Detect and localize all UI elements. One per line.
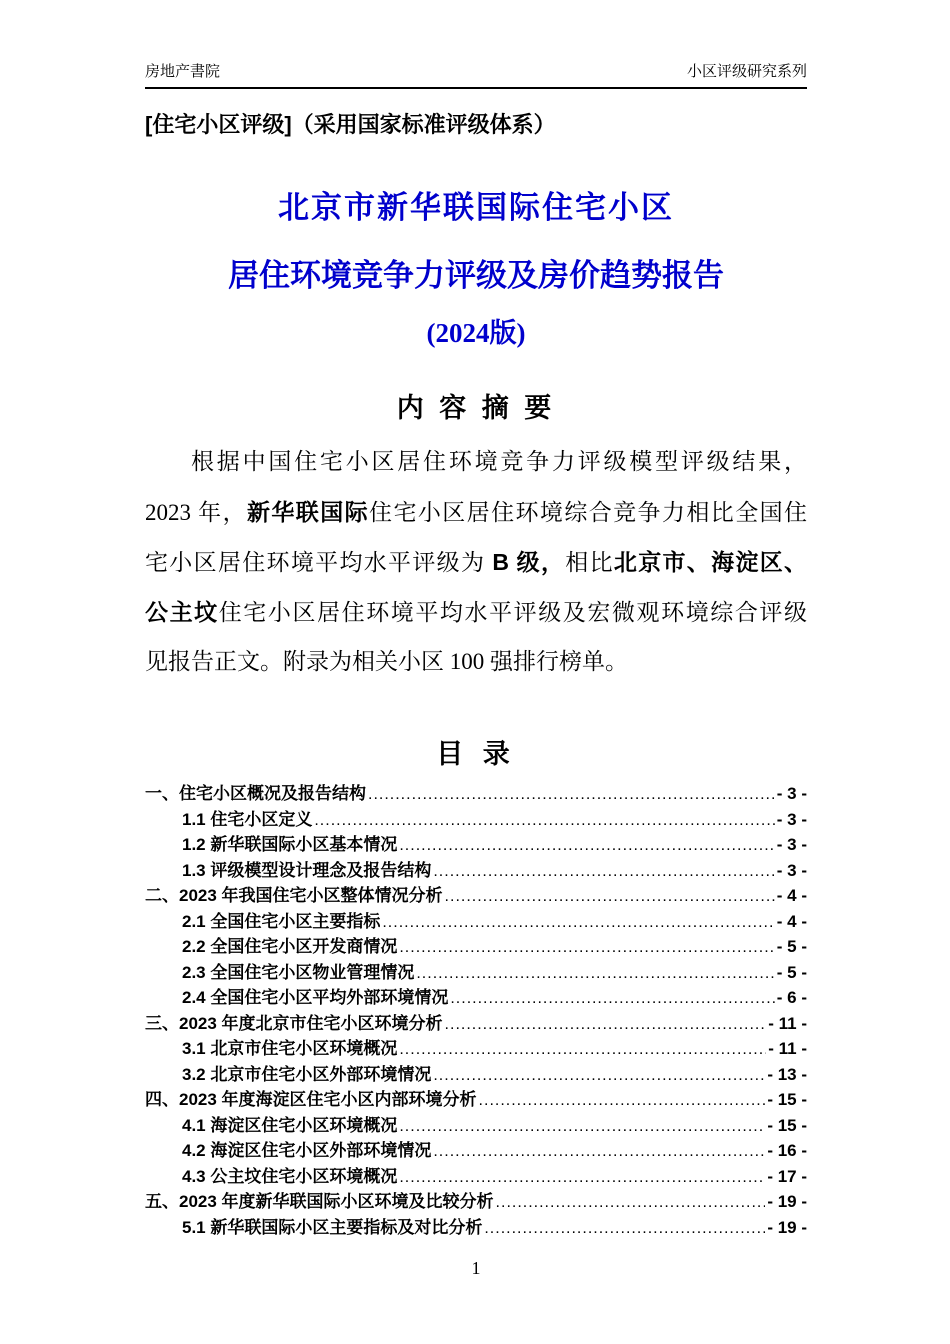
header-right-text: 小区评级研究系列	[686, 63, 807, 80]
toc-item-label: 1.2 新华联国际小区基本情况	[182, 835, 398, 854]
toc-item-label: 4.1 海淀区住宅小区环境概况	[182, 1115, 398, 1135]
abstract-line	[145, 587, 807, 637]
toc-item-label: 五、2023 年度新华联国际小区环境及比较分析	[145, 1192, 494, 1211]
toc-item	[145, 858, 807, 884]
toc-item-label: 2.4 全国住宅小区平均外部环境情况	[182, 988, 449, 1007]
toc-page-number: - 19 -	[767, 1217, 807, 1237]
toc-item-label: 4.3 公主坟住宅小区环境概况	[182, 1166, 398, 1186]
toc-page-number: - 15 -	[767, 1090, 807, 1109]
toc-page-number: - 4 -	[776, 911, 807, 931]
toc-item	[145, 1189, 807, 1215]
toc-page-number: - 19 -	[767, 1192, 807, 1211]
abstract-heading: 内 容 摘 要	[396, 393, 556, 423]
toc-leader-dots	[399, 1036, 766, 1063]
abstract-text: 相比	[565, 550, 614, 575]
abstract-text: 住宅小区居住环境平均水平评级及宏微观环境综合评级	[218, 600, 808, 625]
report-title-line-1: 北京市新华联国际住宅小区	[278, 190, 674, 225]
toc-leader-dots	[368, 781, 775, 808]
toc-page-number: - 4 -	[776, 886, 807, 905]
toc-page-number: - 16 -	[767, 1141, 807, 1160]
toc-item	[145, 781, 807, 807]
abstract-text: 宅小区居住环境平均水平评级为	[145, 550, 493, 575]
toc-item-label: 2.1 全国住宅小区主要指标	[182, 911, 381, 931]
toc-page-number: - 11 -	[768, 1039, 807, 1058]
abstract-line	[145, 437, 807, 487]
toc-page-number: - 3 -	[776, 835, 807, 854]
abstract-paragraph	[145, 437, 807, 687]
toc-leader-dots	[450, 985, 774, 1012]
toc-leader-dots	[399, 1113, 765, 1140]
toc-item	[145, 985, 807, 1011]
abstract-line	[145, 487, 807, 537]
abstract-line	[145, 637, 807, 687]
toc-item	[145, 909, 807, 935]
header-left-text: 房地产書院	[145, 63, 221, 80]
toc-item-label: 5.1 新华联国际小区主要指标及对比分析	[182, 1217, 483, 1237]
report-title	[145, 187, 807, 351]
abstract-text: 根据中国住宅小区居住环境竞争力评级模型评级结果，	[191, 449, 807, 474]
toc-leader-dots	[399, 1164, 765, 1191]
toc-item-label: 2.2 全国住宅小区开发商情况	[182, 937, 398, 956]
toc-item	[145, 807, 807, 833]
toc-leader-dots	[433, 1062, 765, 1089]
toc-leader-dots	[314, 807, 774, 834]
abstract-bold-text: 北京市、海淀区、	[613, 549, 808, 575]
toc-item-label: 2.3 全国住宅小区物业管理情况	[182, 962, 415, 982]
toc-page-number: - 13 -	[767, 1064, 807, 1084]
report-title-edition: (2024版)	[426, 318, 526, 348]
toc-item	[145, 1011, 807, 1037]
abstract-bold-text: 公主坟	[145, 599, 219, 625]
abstract-text: 见报告正文。附录为相关小区 100 强排行榜单。	[145, 649, 628, 674]
toc-item	[145, 832, 807, 858]
toc-leader-dots	[484, 1215, 765, 1242]
toc-page-number: - 3 -	[776, 809, 807, 829]
toc-heading: 目 录	[436, 739, 516, 769]
toc-page-number: - 11 -	[768, 1013, 807, 1033]
toc-leader-dots	[433, 858, 774, 885]
toc-item	[145, 1062, 807, 1088]
toc-item-label: 二、2023 年我国住宅小区整体情况分析	[145, 886, 443, 905]
toc-item	[145, 1113, 807, 1139]
toc-item-label: 4.2 海淀区住宅小区外部环境情况	[182, 1141, 432, 1160]
toc-item-label: 1.1 住宅小区定义	[182, 809, 313, 829]
abstract-text: 住宅小区居住环境综合竞争力相比全国住	[369, 500, 808, 525]
toc-item	[145, 1036, 807, 1062]
toc-item	[145, 934, 807, 960]
toc-item-label: 3.1 北京市住宅小区环境概况	[182, 1039, 398, 1058]
toc-leader-dots	[445, 883, 775, 910]
toc-item-label: 四、2023 年度海淀区住宅小区内部环境分析	[145, 1090, 477, 1109]
toc-page-number: - 3 -	[776, 784, 807, 803]
abstract-bold-text: 新华联国际	[246, 499, 370, 525]
report-type-line: [住宅小区评级]（采用国家标准评级体系）	[145, 112, 556, 137]
toc-item	[145, 1087, 807, 1113]
toc-leader-dots	[479, 1087, 766, 1114]
abstract-bold-text: B 级，	[492, 549, 566, 575]
toc-leader-dots	[382, 909, 774, 936]
toc-item-label: 三、2023 年度北京市住宅小区环境分析	[145, 1013, 443, 1033]
toc-page-number: - 15 -	[767, 1115, 807, 1135]
toc-item	[145, 960, 807, 986]
page-number-footer: 1	[471, 1258, 481, 1278]
toc-leader-dots	[445, 1011, 767, 1038]
toc-item	[145, 1138, 807, 1164]
abstract-text: 2023 年，	[145, 500, 247, 525]
abstract-line	[145, 537, 807, 587]
toc-item	[145, 1164, 807, 1190]
toc-leader-dots	[496, 1189, 766, 1216]
toc-page-number: - 5 -	[776, 962, 807, 982]
report-title-line-2: 居住环境竞争力评级及房价趋势报告	[228, 258, 724, 293]
running-header	[145, 62, 807, 89]
toc-list	[145, 781, 807, 1240]
toc-page-number: - 5 -	[776, 937, 807, 956]
toc-leader-dots	[416, 960, 774, 987]
toc-leader-dots	[399, 832, 774, 859]
toc-leader-dots	[433, 1138, 765, 1165]
toc-item-label: 一、住宅小区概况及报告结构	[145, 784, 366, 803]
toc-item	[145, 883, 807, 909]
toc-item	[145, 1215, 807, 1241]
toc-page-number: - 17 -	[767, 1166, 807, 1186]
toc-page-number: - 3 -	[776, 860, 807, 880]
toc-item-label: 3.2 北京市住宅小区外部环境情况	[182, 1064, 432, 1084]
toc-leader-dots	[399, 934, 774, 961]
toc-item-label: 1.3 评级模型设计理念及报告结构	[182, 860, 432, 880]
toc-page-number: - 6 -	[776, 988, 807, 1007]
